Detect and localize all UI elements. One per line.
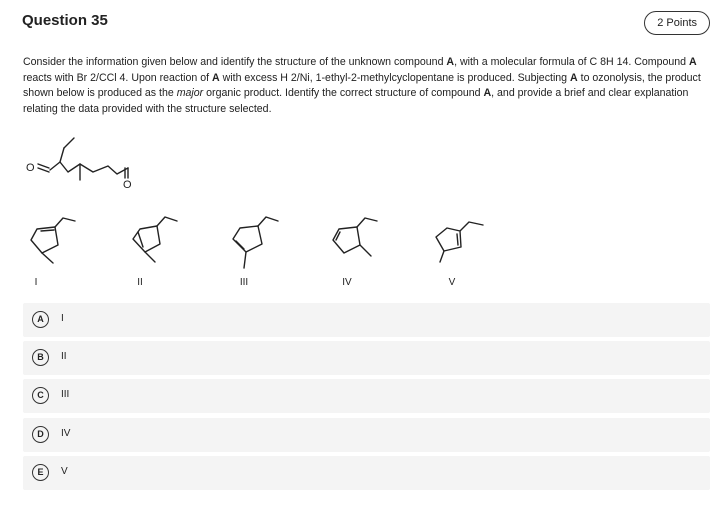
option-d-label: IV <box>61 428 71 439</box>
structure-II <box>133 217 177 262</box>
question-text-part: A <box>570 71 578 84</box>
structure-label-I: I <box>34 277 38 288</box>
question-text-part: Consider the information given below and identify the structure of the unknown compound <box>23 56 447 68</box>
option-a-radio[interactable]: A <box>32 311 49 328</box>
option-b-label: II <box>61 351 67 362</box>
structure-label-IV: IV <box>342 277 352 288</box>
structure-label-III: III <box>239 277 249 288</box>
structure-I <box>31 218 75 263</box>
option-b[interactable] <box>23 341 710 375</box>
option-a-label: I <box>61 313 64 324</box>
option-d[interactable] <box>23 418 710 452</box>
question-text-part: to ozonolysis, the product shown below is produced as the <box>23 71 701 100</box>
question-text-part: , and provide a brief and clear explanation relating the data provided with the structure selected. <box>23 87 689 115</box>
oxygen-label-right: O <box>123 179 132 191</box>
oxygen-label-left: O <box>26 162 35 174</box>
structures-figure <box>0 128 718 303</box>
question-text-part: organic product. Identify the correct structure of compound <box>203 87 484 100</box>
option-e[interactable] <box>23 456 710 490</box>
question-text-part: with excess H 2/Ni, 1-ethyl-2-methylcyclopentane is produced. Subjecting <box>219 71 571 84</box>
question-text-part: , with a molecular formula of C 8H 14. Compound <box>454 56 690 68</box>
structure-label-II: II <box>137 277 143 288</box>
option-c-label: III <box>61 389 70 400</box>
question-text-part: A <box>212 71 220 84</box>
question-text-part: A <box>483 87 492 100</box>
question-text-part: A <box>446 56 455 68</box>
option-b-radio[interactable]: B <box>32 349 49 366</box>
structure-IV <box>333 218 377 256</box>
option-a[interactable] <box>23 303 710 337</box>
option-e-label: V <box>61 466 68 477</box>
question-text-part: A <box>689 56 697 68</box>
structure-label-V: V <box>448 277 456 288</box>
option-c[interactable] <box>23 379 710 413</box>
points-badge: 2 Points <box>644 11 710 35</box>
question-title: Question 35 <box>22 12 108 29</box>
option-c-radio[interactable]: C <box>32 387 49 404</box>
option-e-radio[interactable]: E <box>32 464 49 481</box>
question-text-part: reacts with Br 2/CCl 4. Upon reaction of <box>23 71 213 84</box>
option-d-radio[interactable]: D <box>32 426 49 443</box>
structure-V <box>436 222 483 262</box>
ozonolysis-product-structure <box>38 138 128 180</box>
question-text <box>23 55 713 117</box>
structure-III <box>233 217 278 268</box>
question-text-part: major <box>176 87 204 100</box>
